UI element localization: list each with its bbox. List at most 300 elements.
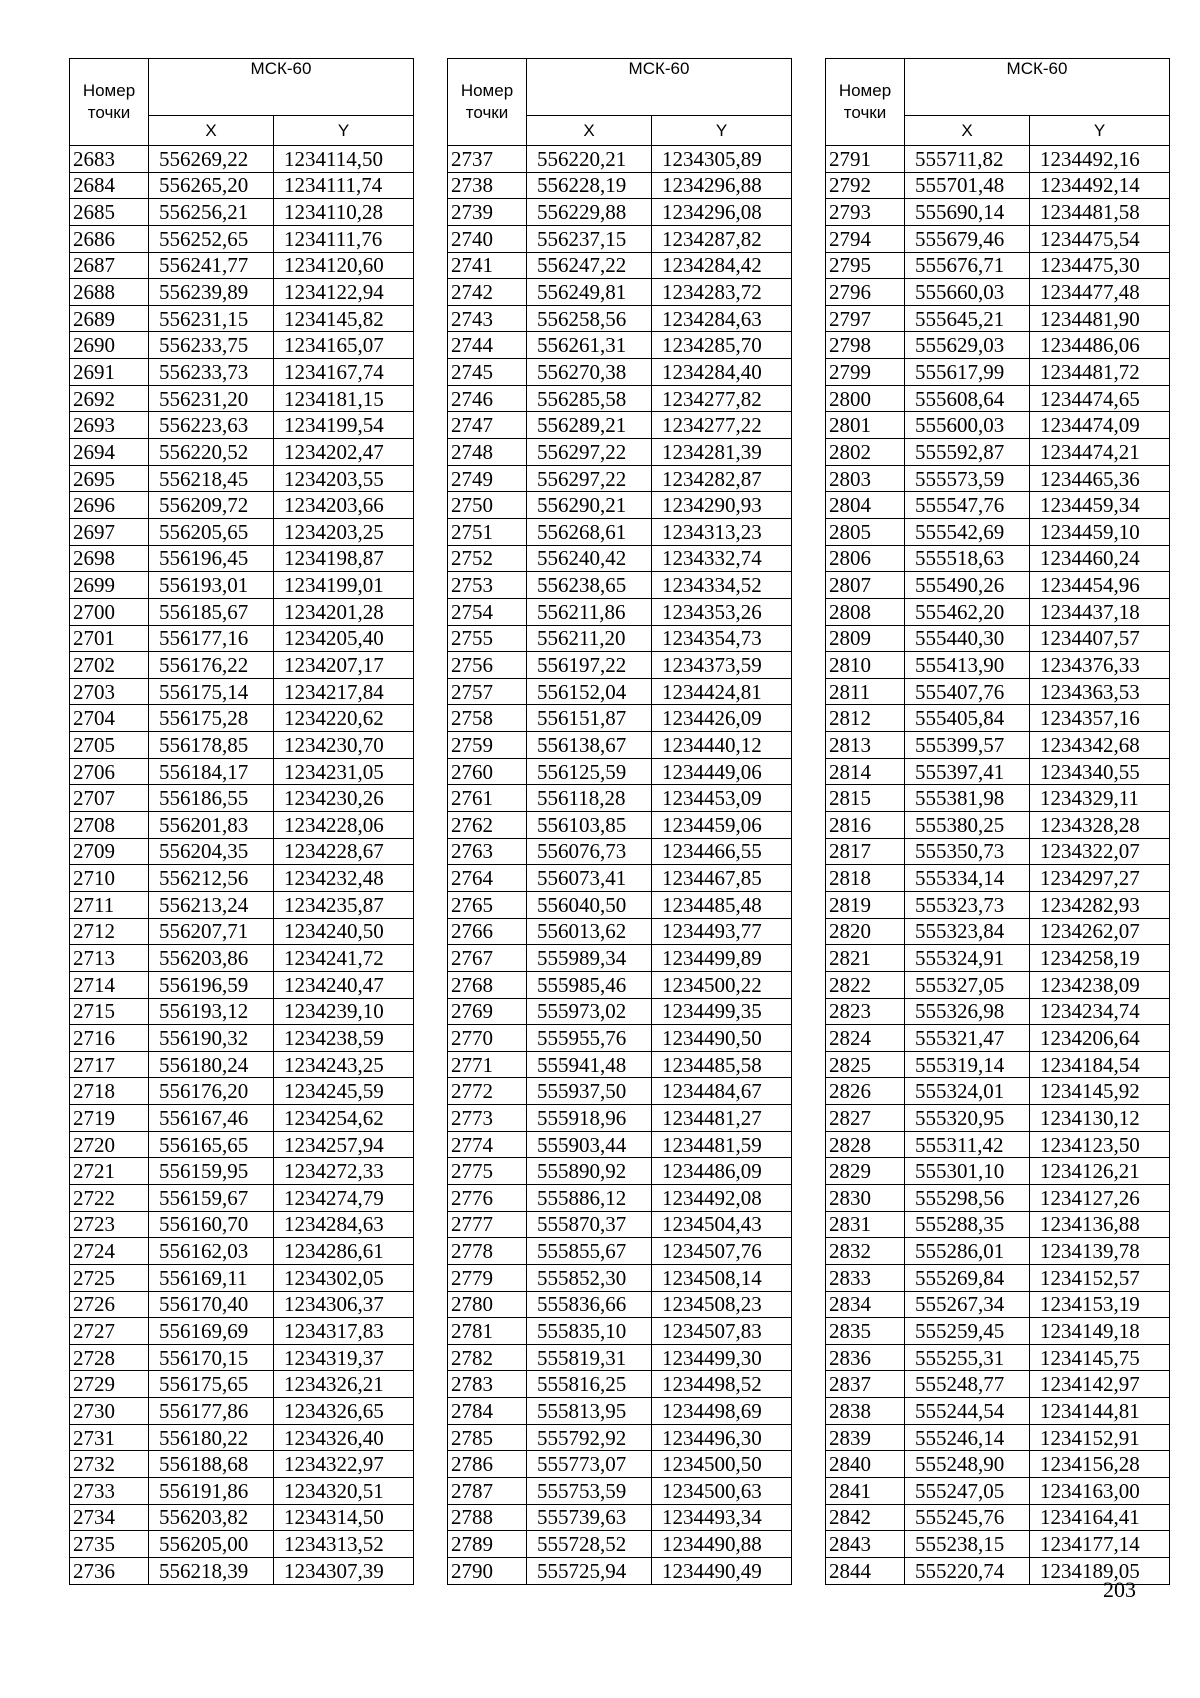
- table-row: [826, 359, 1170, 386]
- table-row: [826, 225, 1170, 252]
- y-value-cell: 1234111,76: [274, 225, 414, 252]
- x-value-cell: 556297,22: [527, 439, 652, 466]
- y-value-cell: 1234490,50: [652, 1025, 792, 1052]
- table-row: [826, 891, 1170, 918]
- x-value-cell: 556170,40: [149, 1291, 274, 1318]
- x-value-cell: 555679,46: [905, 225, 1030, 252]
- table-row: [448, 652, 792, 679]
- x-value-cell: 555903,44: [527, 1131, 652, 1158]
- table-row: [70, 1051, 414, 1078]
- point-number-cell: 2690: [70, 332, 149, 359]
- x-value-cell: 556175,14: [149, 678, 274, 705]
- table-row: [826, 758, 1170, 785]
- point-number-cell: 2823: [826, 998, 905, 1025]
- table-row: [448, 199, 792, 226]
- y-value-cell: 1234508,23: [652, 1291, 792, 1318]
- table-row: [826, 785, 1170, 812]
- x-value-cell: 556125,59: [527, 758, 652, 785]
- point-number-cell: 2716: [70, 1025, 149, 1052]
- table-row: [448, 865, 792, 892]
- table-row: [826, 172, 1170, 199]
- y-value-cell: 1234241,72: [274, 945, 414, 972]
- y-value-cell: 1234460,24: [1030, 545, 1170, 572]
- x-value-cell: 555937,50: [527, 1078, 652, 1105]
- table-row: [448, 732, 792, 759]
- table-row: [826, 465, 1170, 492]
- table-row: [70, 945, 414, 972]
- x-value-cell: 556231,15: [149, 305, 274, 332]
- point-number-cell: 2708: [70, 812, 149, 839]
- table-row: [448, 998, 792, 1025]
- y-value-cell: 1234149,18: [1030, 1318, 1170, 1345]
- point-number-cell: 2839: [826, 1424, 905, 1451]
- table-row: [448, 1424, 792, 1451]
- table-row: [70, 1318, 414, 1345]
- x-value-cell: 555350,73: [905, 838, 1030, 865]
- point-number-header: Номер точки: [448, 59, 527, 146]
- y-value-cell: 1234306,37: [274, 1291, 414, 1318]
- table-row: [826, 1424, 1170, 1451]
- y-value-cell: 1234282,87: [652, 465, 792, 492]
- table-row: [826, 652, 1170, 679]
- table-row: [826, 1184, 1170, 1211]
- point-number-cell: 2842: [826, 1504, 905, 1531]
- x-value-cell: 556186,55: [149, 785, 274, 812]
- point-number-cell: 2812: [826, 705, 905, 732]
- y-value-cell: 1234122,94: [274, 279, 414, 306]
- table-row: [70, 652, 414, 679]
- y-value-cell: 1234485,58: [652, 1051, 792, 1078]
- y-value-cell: 1234114,50: [274, 146, 414, 173]
- x-value-cell: 556265,20: [149, 172, 274, 199]
- x-value-cell: 555462,20: [905, 598, 1030, 625]
- table-row: [70, 385, 414, 412]
- x-value-cell: 556205,00: [149, 1531, 274, 1558]
- point-number-cell: 2751: [448, 518, 527, 545]
- x-column-header: X: [905, 116, 1030, 146]
- point-number-cell: 2838: [826, 1398, 905, 1425]
- point-number-cell: 2793: [826, 199, 905, 226]
- point-number-cell: 2834: [826, 1291, 905, 1318]
- table-row: [70, 1131, 414, 1158]
- y-value-cell: 1234490,49: [652, 1557, 792, 1584]
- x-value-cell: 555327,05: [905, 971, 1030, 998]
- table-row: [448, 812, 792, 839]
- x-value-cell: 556238,65: [527, 572, 652, 599]
- point-number-cell: 2725: [70, 1264, 149, 1291]
- point-number-cell: 2754: [448, 598, 527, 625]
- table-row: [70, 1158, 414, 1185]
- point-number-cell: 2763: [448, 838, 527, 865]
- point-number-cell: 2806: [826, 545, 905, 572]
- y-value-cell: 1234284,42: [652, 252, 792, 279]
- table-row: [70, 1478, 414, 1505]
- x-value-cell: 555855,67: [527, 1238, 652, 1265]
- table-row: [448, 1051, 792, 1078]
- point-number-cell: 2736: [70, 1557, 149, 1584]
- y-value-cell: 1234156,28: [1030, 1451, 1170, 1478]
- table-row: [448, 1264, 792, 1291]
- x-value-cell: 556207,71: [149, 918, 274, 945]
- y-value-cell: 1234481,58: [1030, 199, 1170, 226]
- page-number: 203: [1103, 1577, 1136, 1602]
- point-number-cell: 2735: [70, 1531, 149, 1558]
- x-value-cell: 556073,41: [527, 865, 652, 892]
- point-number-cell: 2832: [826, 1238, 905, 1265]
- point-number-cell: 2837: [826, 1371, 905, 1398]
- x-value-cell: 556249,81: [527, 279, 652, 306]
- table-row: [826, 518, 1170, 545]
- x-value-cell: 555617,99: [905, 359, 1030, 386]
- point-number-cell: 2720: [70, 1131, 149, 1158]
- y-value-cell: 1234189,05: [1030, 1557, 1170, 1584]
- table-row: [70, 812, 414, 839]
- y-value-cell: 1234254,62: [274, 1105, 414, 1132]
- point-number-cell: 2743: [448, 305, 527, 332]
- y-value-cell: 1234498,52: [652, 1371, 792, 1398]
- y-value-cell: 1234111,74: [274, 172, 414, 199]
- x-value-cell: 555323,73: [905, 891, 1030, 918]
- table-row: [826, 1238, 1170, 1265]
- point-number-cell: 2766: [448, 918, 527, 945]
- x-value-cell: 555852,30: [527, 1264, 652, 1291]
- y-value-cell: 1234459,34: [1030, 492, 1170, 519]
- table-row: [70, 1291, 414, 1318]
- y-value-cell: 1234153,19: [1030, 1291, 1170, 1318]
- table-row: [826, 279, 1170, 306]
- point-number-cell: 2820: [826, 918, 905, 945]
- table-row: [70, 332, 414, 359]
- point-number-cell: 2752: [448, 545, 527, 572]
- x-value-cell: 556170,15: [149, 1344, 274, 1371]
- x-value-cell: 555248,77: [905, 1371, 1030, 1398]
- x-value-cell: 556220,52: [149, 439, 274, 466]
- y-value-cell: 1234496,30: [652, 1424, 792, 1451]
- x-value-cell: 556290,21: [527, 492, 652, 519]
- point-number-cell: 2811: [826, 678, 905, 705]
- table-row: [826, 305, 1170, 332]
- point-number-cell: 2782: [448, 1344, 527, 1371]
- x-value-cell: 556239,89: [149, 279, 274, 306]
- table-row: [826, 1105, 1170, 1132]
- y-value-cell: 1234199,01: [274, 572, 414, 599]
- x-value-cell: 555660,03: [905, 279, 1030, 306]
- y-value-cell: 1234357,16: [1030, 705, 1170, 732]
- x-value-cell: 556205,65: [149, 518, 274, 545]
- table-row: [448, 918, 792, 945]
- table-row: [70, 412, 414, 439]
- table-row: [448, 439, 792, 466]
- table-row: [826, 625, 1170, 652]
- point-number-cell: 2756: [448, 652, 527, 679]
- x-value-cell: 556040,50: [527, 891, 652, 918]
- table-row: [70, 918, 414, 945]
- table-row: [70, 225, 414, 252]
- point-number-cell: 2802: [826, 439, 905, 466]
- y-value-cell: 1234490,88: [652, 1531, 792, 1558]
- table-row: [826, 1158, 1170, 1185]
- y-value-cell: 1234326,40: [274, 1424, 414, 1451]
- coordinate-system-header: МСК-60: [149, 59, 414, 116]
- point-number-cell: 2742: [448, 279, 527, 306]
- x-value-cell: 556151,87: [527, 705, 652, 732]
- x-value-cell: 555600,03: [905, 412, 1030, 439]
- x-value-cell: 555407,76: [905, 678, 1030, 705]
- table-row: [448, 1398, 792, 1425]
- x-value-cell: 555836,66: [527, 1291, 652, 1318]
- x-value-cell: 556178,85: [149, 732, 274, 759]
- x-value-cell: 556165,65: [149, 1131, 274, 1158]
- y-value-cell: 1234287,82: [652, 225, 792, 252]
- point-number-cell: 2760: [448, 758, 527, 785]
- x-value-cell: 556289,21: [527, 412, 652, 439]
- y-value-cell: 1234475,30: [1030, 252, 1170, 279]
- point-number-cell: 2841: [826, 1478, 905, 1505]
- x-value-cell: 555608,64: [905, 385, 1030, 412]
- x-value-cell: 555701,48: [905, 172, 1030, 199]
- table-row: [448, 1025, 792, 1052]
- point-number-cell: 2724: [70, 1238, 149, 1265]
- y-value-cell: 1234126,21: [1030, 1158, 1170, 1185]
- point-number-cell: 2689: [70, 305, 149, 332]
- x-value-cell: 556169,69: [149, 1318, 274, 1345]
- table-row: [826, 545, 1170, 572]
- table-row: [448, 1078, 792, 1105]
- point-number-cell: 2821: [826, 945, 905, 972]
- x-value-cell: 555573,59: [905, 465, 1030, 492]
- table-row: [826, 865, 1170, 892]
- y-value-cell: 1234481,90: [1030, 305, 1170, 332]
- table-row: [448, 838, 792, 865]
- table-row: [448, 971, 792, 998]
- point-number-cell: 2741: [448, 252, 527, 279]
- y-value-cell: 1234474,65: [1030, 385, 1170, 412]
- x-value-cell: 556193,01: [149, 572, 274, 599]
- x-value-cell: 555973,02: [527, 998, 652, 1025]
- x-value-cell: 555518,63: [905, 545, 1030, 572]
- y-value-cell: 1234120,60: [274, 252, 414, 279]
- y-value-cell: 1234500,50: [652, 1451, 792, 1478]
- x-value-cell: 556268,61: [527, 518, 652, 545]
- y-value-cell: 1234258,19: [1030, 945, 1170, 972]
- y-value-cell: 1234326,21: [274, 1371, 414, 1398]
- y-value-cell: 1234130,12: [1030, 1105, 1170, 1132]
- table-row: [448, 252, 792, 279]
- point-number-cell: 2788: [448, 1504, 527, 1531]
- y-value-cell: 1234376,33: [1030, 652, 1170, 679]
- table-row: [70, 465, 414, 492]
- table-row: [826, 1211, 1170, 1238]
- point-number-cell: 2799: [826, 359, 905, 386]
- table-row: [70, 785, 414, 812]
- point-number-cell: 2686: [70, 225, 149, 252]
- table-row: [70, 545, 414, 572]
- y-value-cell: 1234290,93: [652, 492, 792, 519]
- x-value-cell: 555323,84: [905, 918, 1030, 945]
- table-row: [826, 1451, 1170, 1478]
- x-value-cell: 556297,22: [527, 465, 652, 492]
- y-value-cell: 1234508,14: [652, 1264, 792, 1291]
- x-value-cell: 556269,22: [149, 146, 274, 173]
- y-value-cell: 1234217,84: [274, 678, 414, 705]
- point-number-cell: 2794: [826, 225, 905, 252]
- point-number-cell: 2807: [826, 572, 905, 599]
- y-value-cell: 1234296,08: [652, 199, 792, 226]
- y-value-cell: 1234342,68: [1030, 732, 1170, 759]
- point-number-cell: 2685: [70, 199, 149, 226]
- point-number-cell: 2813: [826, 732, 905, 759]
- point-number-cell: 2746: [448, 385, 527, 412]
- table-row: [70, 998, 414, 1025]
- point-number-cell: 2710: [70, 865, 149, 892]
- y-value-cell: 1234492,16: [1030, 146, 1170, 173]
- x-value-cell: 556175,28: [149, 705, 274, 732]
- y-value-cell: 1234127,26: [1030, 1184, 1170, 1211]
- x-value-cell: 556247,22: [527, 252, 652, 279]
- x-value-cell: 556076,73: [527, 838, 652, 865]
- coordinate-system-header: МСК-60: [527, 59, 792, 116]
- point-number-cell: 2784: [448, 1398, 527, 1425]
- x-value-cell: 556201,83: [149, 812, 274, 839]
- point-number-cell: 2697: [70, 518, 149, 545]
- x-value-cell: 556118,28: [527, 785, 652, 812]
- x-value-cell: 555440,30: [905, 625, 1030, 652]
- y-value-cell: 1234498,69: [652, 1398, 792, 1425]
- x-value-cell: 556162,03: [149, 1238, 274, 1265]
- y-value-cell: 1234307,39: [274, 1557, 414, 1584]
- table-row: [448, 758, 792, 785]
- x-value-cell: 556177,16: [149, 625, 274, 652]
- y-value-cell: 1234240,47: [274, 971, 414, 998]
- table-row: [448, 332, 792, 359]
- table-row: [70, 971, 414, 998]
- table-row: [70, 439, 414, 466]
- table-row: [826, 252, 1170, 279]
- y-value-cell: 1234437,18: [1030, 598, 1170, 625]
- table-row: [448, 598, 792, 625]
- y-value-cell: 1234407,57: [1030, 625, 1170, 652]
- table-row: [448, 1211, 792, 1238]
- x-value-cell: 556152,04: [527, 678, 652, 705]
- y-value-cell: 1234484,67: [652, 1078, 792, 1105]
- point-number-cell: 2831: [826, 1211, 905, 1238]
- point-number-cell: 2712: [70, 918, 149, 945]
- x-value-cell: 556204,35: [149, 838, 274, 865]
- table-row: [448, 1131, 792, 1158]
- y-value-cell: 1234499,35: [652, 998, 792, 1025]
- point-number-cell: 2774: [448, 1131, 527, 1158]
- point-number-cell: 2781: [448, 1318, 527, 1345]
- x-value-cell: 556258,56: [527, 305, 652, 332]
- x-value-cell: 556196,59: [149, 971, 274, 998]
- x-value-cell: 555334,14: [905, 865, 1030, 892]
- point-number-cell: 2809: [826, 625, 905, 652]
- table-row: [448, 1371, 792, 1398]
- x-value-cell: 556231,20: [149, 385, 274, 412]
- point-number-cell: 2764: [448, 865, 527, 892]
- table-row: [448, 1184, 792, 1211]
- point-number-cell: 2753: [448, 572, 527, 599]
- table-row: [826, 1531, 1170, 1558]
- point-number-cell: 2797: [826, 305, 905, 332]
- table-row: [448, 305, 792, 332]
- table-row: [448, 1478, 792, 1505]
- table-row: [70, 732, 414, 759]
- point-number-cell: 2706: [70, 758, 149, 785]
- x-value-cell: 555725,94: [527, 1557, 652, 1584]
- table-row: [826, 732, 1170, 759]
- table-row: [448, 1158, 792, 1185]
- point-number-cell: 2747: [448, 412, 527, 439]
- table-row: [70, 838, 414, 865]
- table-row: [448, 492, 792, 519]
- y-value-cell: 1234453,09: [652, 785, 792, 812]
- point-number-cell: 2733: [70, 1478, 149, 1505]
- x-value-cell: 556213,24: [149, 891, 274, 918]
- point-number-cell: 2749: [448, 465, 527, 492]
- y-value-cell: 1234110,28: [274, 199, 414, 226]
- y-value-cell: 1234282,93: [1030, 891, 1170, 918]
- y-value-cell: 1234459,06: [652, 812, 792, 839]
- table-row: [70, 1371, 414, 1398]
- table-row: [826, 146, 1170, 173]
- point-number-cell: 2779: [448, 1264, 527, 1291]
- table-row: [448, 1238, 792, 1265]
- table-row: [826, 1291, 1170, 1318]
- table-row: [448, 1318, 792, 1345]
- point-number-cell: 2775: [448, 1158, 527, 1185]
- y-value-cell: 1234459,10: [1030, 518, 1170, 545]
- y-value-cell: 1234334,52: [652, 572, 792, 599]
- y-value-cell: 1234319,37: [274, 1344, 414, 1371]
- y-value-cell: 1234322,97: [274, 1451, 414, 1478]
- table-row: [70, 1504, 414, 1531]
- table-row: [70, 1557, 414, 1584]
- x-value-cell: 556203,82: [149, 1504, 274, 1531]
- x-value-cell: 556013,62: [527, 918, 652, 945]
- x-value-cell: 556159,95: [149, 1158, 274, 1185]
- x-value-cell: 555247,05: [905, 1478, 1030, 1505]
- x-value-cell: 555870,37: [527, 1211, 652, 1238]
- point-number-cell: 2722: [70, 1184, 149, 1211]
- point-number-cell: 2826: [826, 1078, 905, 1105]
- y-value-cell: 1234481,27: [652, 1105, 792, 1132]
- point-number-cell: 2711: [70, 891, 149, 918]
- x-value-cell: 555955,76: [527, 1025, 652, 1052]
- x-value-cell: 556233,73: [149, 359, 274, 386]
- point-number-cell: 2698: [70, 545, 149, 572]
- x-value-cell: 556177,86: [149, 1398, 274, 1425]
- x-value-cell: 555399,57: [905, 732, 1030, 759]
- x-value-cell: 556167,46: [149, 1105, 274, 1132]
- y-value-cell: 1234486,06: [1030, 332, 1170, 359]
- x-value-cell: 556256,21: [149, 199, 274, 226]
- table-row: [70, 891, 414, 918]
- x-value-cell: 555326,98: [905, 998, 1030, 1025]
- table-row: [70, 1424, 414, 1451]
- y-value-cell: 1234493,34: [652, 1504, 792, 1531]
- x-value-cell: 555941,48: [527, 1051, 652, 1078]
- point-number-cell: 2692: [70, 385, 149, 412]
- point-number-cell: 2693: [70, 412, 149, 439]
- y-value-cell: 1234507,76: [652, 1238, 792, 1265]
- x-value-cell: 556190,32: [149, 1025, 274, 1052]
- table-row: [826, 812, 1170, 839]
- y-value-cell: 1234481,72: [1030, 359, 1170, 386]
- y-value-cell: 1234203,55: [274, 465, 414, 492]
- x-value-cell: 555773,07: [527, 1451, 652, 1478]
- table-row: [826, 412, 1170, 439]
